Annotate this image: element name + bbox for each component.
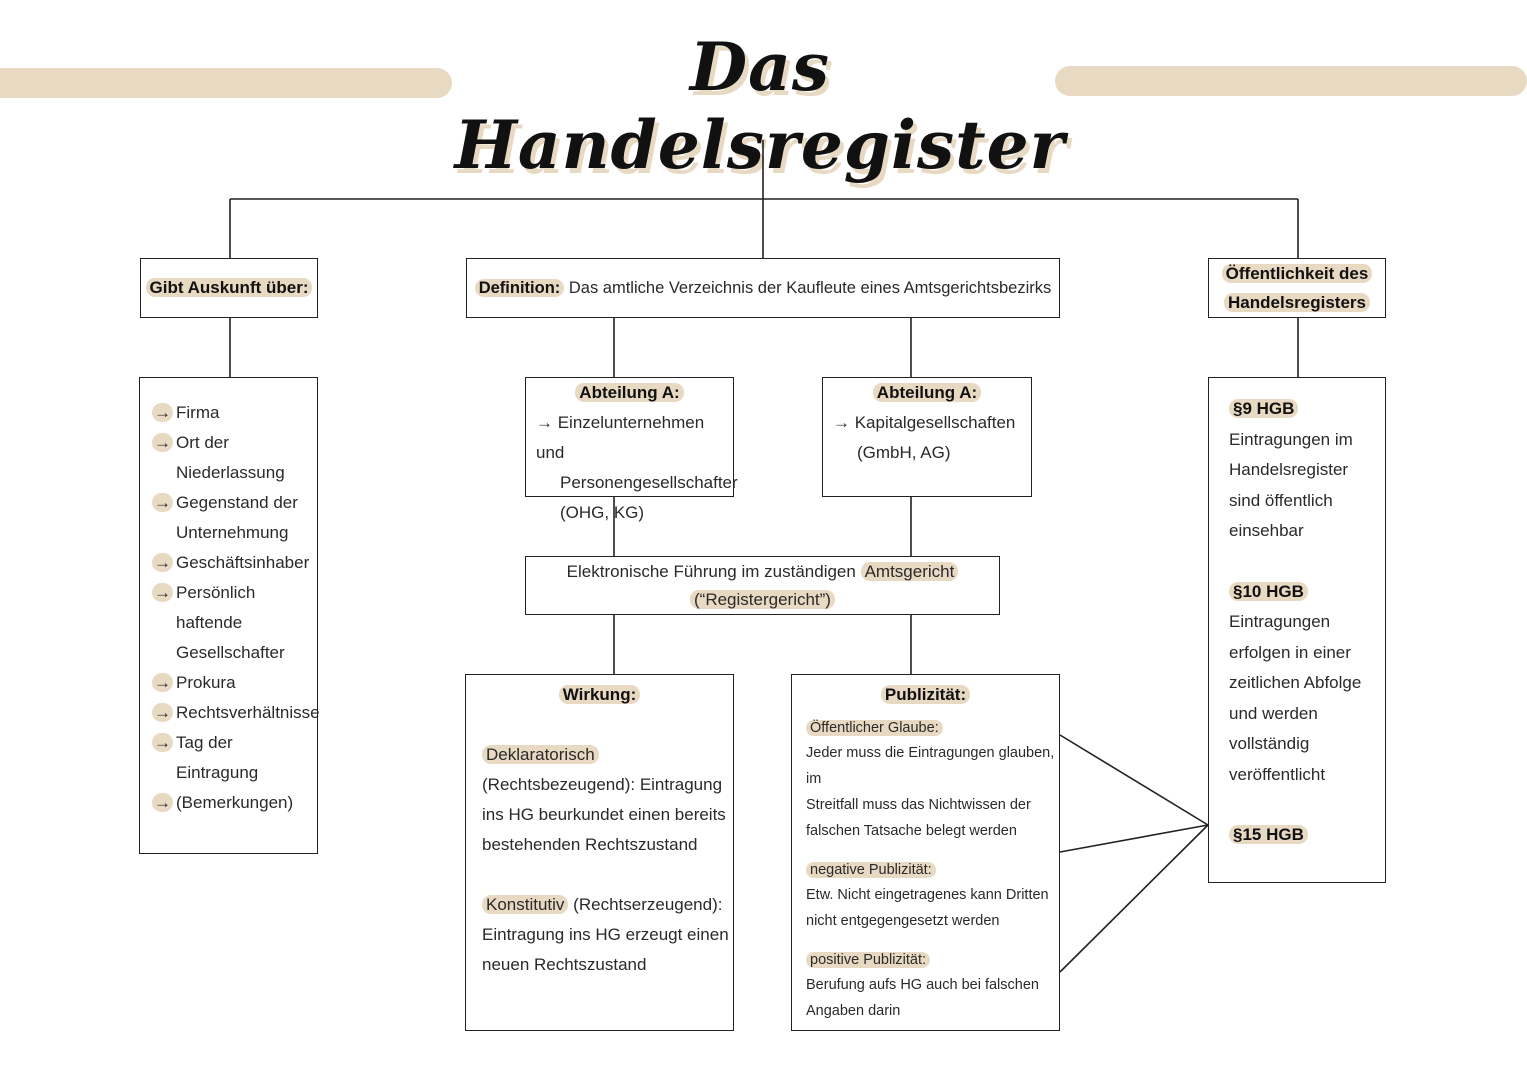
definition-label: Definition:	[475, 279, 565, 297]
list-item: → Persönlich	[154, 583, 256, 602]
list-item-cont: haftende	[176, 613, 243, 632]
abteilung-a-label: Abteilung A:	[575, 383, 683, 402]
wirkung-line: (Rechtsbezeugend): Eintragung	[482, 775, 723, 794]
wirkung-line: bestehenden Rechtszustand	[482, 835, 698, 854]
list-item-cont: Eintragung	[176, 763, 259, 782]
wirkung-line: ins HG beurkundet einen bereits	[482, 805, 726, 824]
wirkung-line: (Rechtserzeugend):	[573, 895, 723, 914]
definition-text: Das amtliche Verzeichnis der Kaufleute eines Amtsgerichtsbezirks	[568, 279, 1052, 297]
publizitaet-line: Etw. Nicht eingetragenes kann Dritten	[806, 887, 1049, 903]
hgb-box	[1208, 377, 1386, 883]
publizitaet-line: falschen Tatsache belegt werden	[806, 823, 1017, 839]
hgb-10-label: §10 HGB	[1229, 582, 1308, 601]
auskunft-header-box	[140, 258, 318, 318]
abteilung-a-kapital-box	[822, 377, 1032, 497]
abteilung-line: Personengesellschafter	[560, 473, 738, 492]
publizitaet-box	[791, 674, 1060, 1031]
list-item: → Tag der	[154, 733, 233, 752]
hgb-line: einsehbar	[1229, 521, 1304, 540]
oeffentlichkeit-header-line: Handelsregisters	[1224, 293, 1370, 312]
hgb-line: vollständig	[1229, 734, 1310, 753]
hgb-line: erfolgen in einer	[1229, 642, 1351, 662]
definition-box	[466, 258, 1060, 318]
publizitaet-line: Streitfall muss das Nichtwissen der	[806, 797, 1031, 813]
registergericht-text: (“Registergericht”)	[690, 590, 835, 609]
negative-publizitaet-heading: negative Publizität:	[806, 862, 936, 878]
abteilung-line: (OHG, KG)	[560, 503, 645, 522]
hgb-line: und werden	[1229, 703, 1318, 723]
hgb-line: zeitlichen Abfolge	[1229, 673, 1362, 692]
hgb-line: Handelsregister	[1229, 460, 1349, 479]
wirkung-box	[465, 674, 734, 1031]
wirkung-line: neuen Rechtszustand	[482, 955, 647, 974]
hgb-9-label: §9 HGB	[1229, 399, 1298, 418]
list-item-cont: Unternehmung	[176, 523, 289, 542]
list-item: → Ort der	[154, 433, 229, 452]
publizitaet-line: Angaben darin	[806, 1003, 901, 1019]
hgb-15-label: §15 HGB	[1229, 825, 1308, 844]
list-item-cont: Gesellschafter	[176, 643, 285, 662]
connector-line	[1060, 735, 1208, 825]
positive-publizitaet-heading: positive Publizität:	[806, 952, 930, 968]
auskunft-header: Gibt Auskunft über:	[146, 278, 313, 297]
wirkung-label: Wirkung:	[559, 685, 641, 704]
hgb-line: Eintragungen im	[1229, 429, 1353, 449]
publizitaet-line: Jeder muss die Eintragungen glauben, im	[806, 745, 1055, 787]
page-title: Das Handelsregister	[454, 28, 1066, 184]
abteilung-a-einzel-box	[525, 377, 738, 522]
hgb-line: Eintragungen	[1229, 612, 1331, 631]
oeffentlicher-glaube-heading: Öffentlicher Glaube:	[806, 720, 943, 736]
oeffentlichkeit-header-box	[1208, 258, 1386, 318]
fuehrung-box	[525, 556, 1000, 615]
publizitaet-line: nicht entgegengesetzt werden	[806, 913, 1000, 929]
publizitaet-label: Publizität:	[881, 685, 970, 704]
abteilung-line: → Einzelunternehmen und	[536, 413, 705, 462]
auskunft-list-box	[139, 377, 318, 854]
wirkung-line: Eintragung ins HG erzeugt einen	[482, 925, 729, 944]
list-item-cont: Niederlassung	[176, 463, 285, 482]
list-item: → Gegenstand der	[154, 493, 298, 512]
deklaratorisch-label: Deklaratorisch	[482, 745, 599, 764]
hgb-line: sind öffentlich	[1229, 490, 1333, 510]
list-item: → Prokura	[154, 673, 236, 692]
amtsgericht-highlight: Amtsgericht	[861, 562, 959, 581]
hgb-line: veröffentlicht	[1229, 764, 1326, 784]
fuehrung-text: Elektronische Führung im zuständigen	[566, 562, 856, 581]
list-item: → Rechtsverhältnisse	[154, 703, 320, 722]
list-item: → (Bemerkungen)	[154, 793, 294, 812]
oeffentlichkeit-header-line: Öffentlichkeit des	[1222, 264, 1373, 283]
publizitaet-line: Berufung aufs HG auch bei falschen	[806, 977, 1039, 993]
connector-line	[1060, 825, 1208, 972]
abteilung-a-label: Abteilung A:	[873, 383, 981, 402]
konstitutiv-label: Konstitutiv	[482, 895, 568, 914]
abteilung-line: (GmbH, AG)	[857, 443, 951, 462]
abteilung-line: → Kapitalgesellschaften	[833, 413, 1016, 432]
list-item: → Geschäftsinhaber	[154, 553, 310, 572]
list-item: → Firma	[154, 403, 220, 422]
